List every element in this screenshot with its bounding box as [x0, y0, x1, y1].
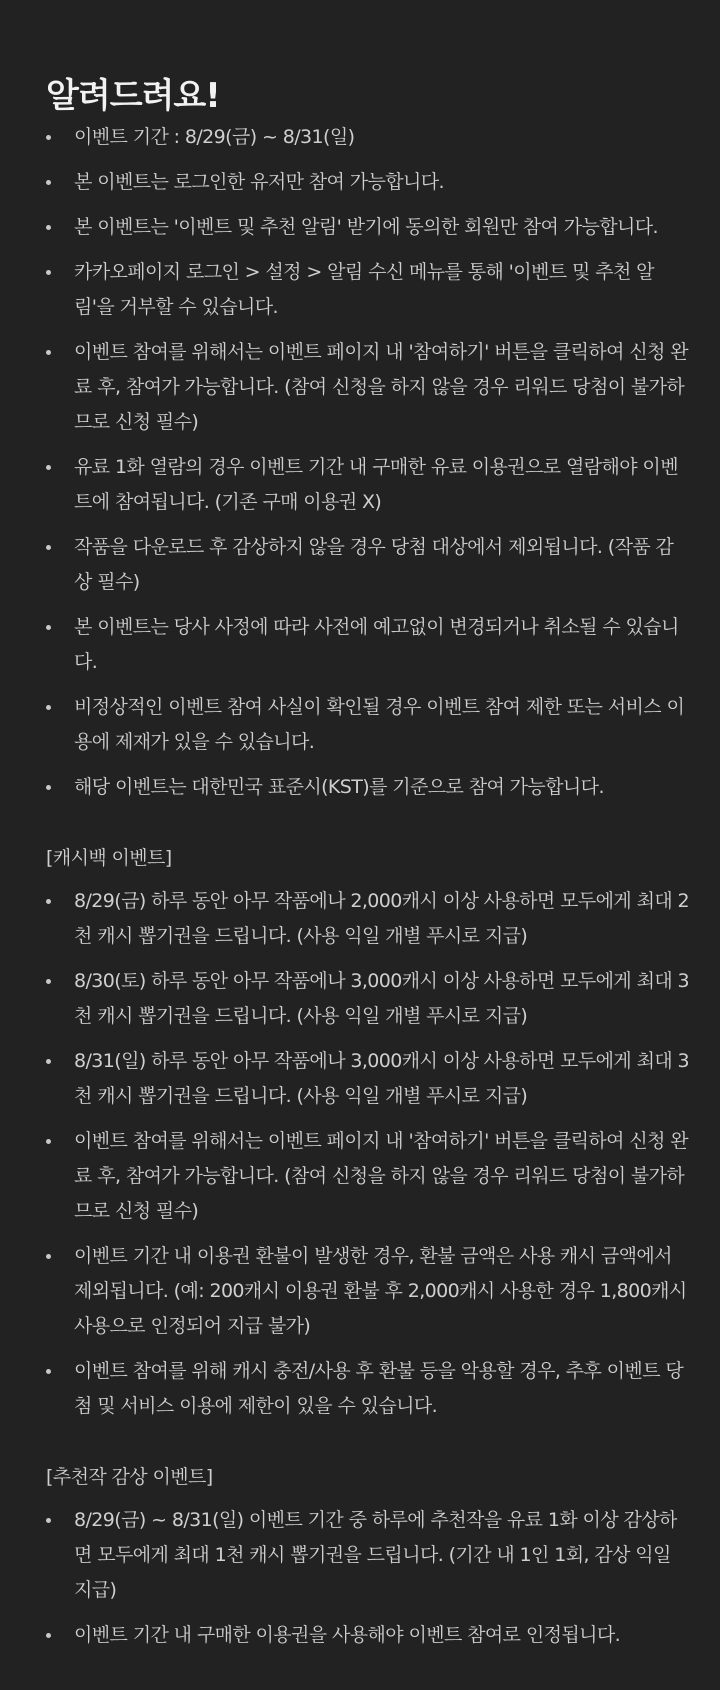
- bullet-icon: [46, 1254, 51, 1259]
- list-item-text: 8/31(일) 하루 동안 아무 작품에나 3,000캐시 이상 사용하면 모두에게 최대 3천 캐시 뽑기권을 드립니다. (사용 익일 개별 푸시로 지급): [74, 1050, 690, 1107]
- list-item: [46, 530, 690, 600]
- bullet-icon: [46, 899, 51, 904]
- list-item: [46, 255, 690, 325]
- bullet-icon: [46, 350, 51, 355]
- list-item: [46, 335, 690, 440]
- list-item: [46, 964, 690, 1034]
- list-item: [46, 165, 690, 200]
- list-item-text: 8/30(토) 하루 동안 아무 작품에나 3,000캐시 이상 사용하면 모두에게 최대 3천 캐시 뽑기권을 드립니다. (사용 익일 개별 푸시로 지급): [74, 970, 690, 1027]
- list-item: [46, 1354, 690, 1424]
- list-item: [46, 1618, 690, 1653]
- bullet-icon: [46, 1139, 51, 1144]
- list-item: [46, 884, 690, 954]
- cashback-notice-list: [46, 884, 690, 1424]
- list-item: [46, 1044, 690, 1114]
- list-item-text: 이벤트 기간 내 구매한 이용권을 사용해야 이벤트 참여로 인정됩니다.: [74, 1624, 621, 1646]
- list-item: [46, 450, 690, 520]
- bullet-icon: [46, 1369, 51, 1374]
- bullet-icon: [46, 625, 51, 630]
- list-item-text: 비정상적인 이벤트 참여 사실이 확인될 경우 이벤트 참여 제한 또는 서비스 이용에 제재가 있을 수 있습니다.: [74, 696, 685, 753]
- bullet-icon: [46, 785, 51, 790]
- list-item: [46, 770, 690, 805]
- bullet-icon: [46, 1059, 51, 1064]
- list-item-text: 본 이벤트는 로그인한 유저만 참여 가능합니다.: [74, 171, 444, 193]
- bullet-icon: [46, 1518, 51, 1523]
- list-item-text: 8/29(금) 하루 동안 아무 작품에나 2,000캐시 이상 사용하면 모두에게 최대 2천 캐시 뽑기권을 드립니다. (사용 익일 개별 푸시로 지급): [74, 890, 690, 947]
- bullet-icon: [46, 270, 51, 275]
- list-item-text: 이벤트 참여를 위해 캐시 충전/사용 후 환불 등을 악용할 경우, 추후 이벤트 당첨 및 서비스 이용에 제한이 있을 수 있습니다.: [74, 1360, 684, 1417]
- bullet-icon: [46, 135, 51, 140]
- bullet-icon: [46, 465, 51, 470]
- bullet-icon: [46, 979, 51, 984]
- list-item-text: 이벤트 참여를 위해서는 이벤트 페이지 내 '참여하기' 버튼을 클릭하여 신청 완료 후, 참여가 가능합니다. (참여 신청을 하지 않을 경우 리워드 당첨이 불가하므로 신청 필수): [74, 341, 689, 433]
- list-item-text: 이벤트 기간 : 8/29(금) ~ 8/31(일): [74, 126, 355, 148]
- list-item: [46, 1239, 690, 1344]
- recommend-notice-list: [46, 1503, 690, 1653]
- list-item-text: 이벤트 기간 내 이용권 환불이 발생한 경우, 환불 금액은 사용 캐시 금액에서 제외됩니다. (예: 200캐시 이용권 환불 후 2,000캐시 사용한 경우 1,800캐시 사용으로 인정되어 지급 불가): [74, 1245, 687, 1337]
- list-item-text: 본 이벤트는 '이벤트 및 추천 알림' 받기에 동의한 회원만 참여 가능합니다.: [74, 216, 658, 238]
- bullet-icon: [46, 180, 51, 185]
- list-item-text: 이벤트 참여를 위해서는 이벤트 페이지 내 '참여하기' 버튼을 클릭하여 신청 완료 후, 참여가 가능합니다. (참여 신청을 하지 않을 경우 리워드 당첨이 불가하므로 신청 필수): [74, 1130, 689, 1222]
- list-item-text: 해당 이벤트는 대한민국 표준시(KST)를 기준으로 참여 가능합니다.: [74, 776, 604, 798]
- list-item: [46, 120, 690, 155]
- list-item-text: 작품을 다운로드 후 감상하지 않을 경우 당첨 대상에서 제외됩니다. (작품 감상 필수): [74, 536, 674, 593]
- list-item-text: 8/29(금) ~ 8/31(일) 이벤트 기간 중 하루에 추천작을 유료 1화 이상 감상하면 모두에게 최대 1천 캐시 뽑기권을 드립니다. (기간 내 1인 1회, 감상 익일 지급): [74, 1509, 677, 1601]
- bullet-icon: [46, 225, 51, 230]
- list-item: [46, 1503, 690, 1608]
- list-item-text: 유료 1화 열람의 경우 이벤트 기간 내 구매한 유료 이용권으로 열람해야 이벤트에 참여됩니다. (기존 구매 이용권 X): [74, 456, 678, 513]
- list-item: [46, 1124, 690, 1229]
- cashback-section-heading: [캐시백 이벤트]: [46, 847, 172, 869]
- page-title: 알려드려요!: [46, 76, 220, 116]
- bullet-icon: [46, 1633, 51, 1638]
- list-item-text: 카카오페이지 로그인 > 설정 > 알림 수신 메뉴를 통해 '이벤트 및 추천 알림'을 거부할 수 있습니다.: [74, 261, 654, 318]
- bullet-icon: [46, 545, 51, 550]
- list-item-text: 본 이벤트는 당사 사정에 따라 사전에 예고없이 변경되거나 취소될 수 있습니다.: [74, 616, 679, 673]
- list-item: [46, 210, 690, 245]
- list-item: [46, 610, 690, 680]
- list-item: [46, 690, 690, 760]
- recommend-section-heading: [추천작 감상 이벤트]: [46, 1466, 213, 1488]
- general-notice-list: [46, 120, 690, 805]
- bullet-icon: [46, 705, 51, 710]
